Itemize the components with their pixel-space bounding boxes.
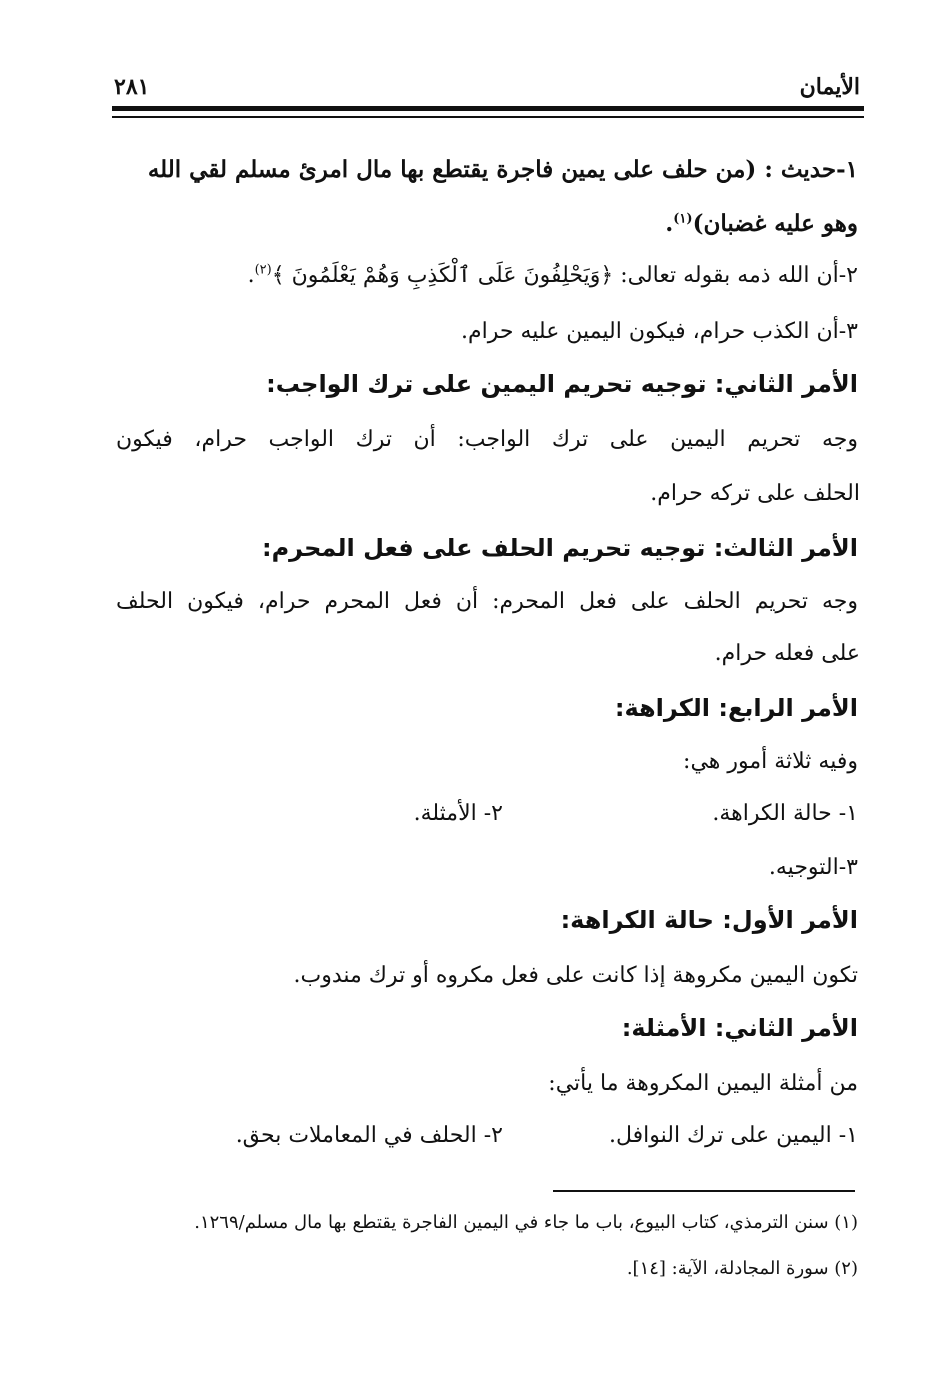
footnote-2: (٢) سورة المجادلة، الآية: [١٤]. <box>626 1258 858 1279</box>
list-fourth-item-1: ١- حالة الكراهة. <box>712 801 858 826</box>
para-second-line-2: الحلف على تركه حرام. <box>650 481 860 506</box>
para-first-matter: تكون اليمين مكروهة إذا كانت على فعل مكروه أو ترك مندوب. <box>293 963 858 988</box>
heading-examples: الأمر الثاني: الأمثلة: <box>621 1014 858 1042</box>
heading-fourth-matter: الأمر الرابع: الكراهة: <box>614 694 858 722</box>
item-2-end-punct: . <box>247 263 255 288</box>
item-3-line: ٣-أن الكذب حرام، فيكون اليمين عليه حرام. <box>461 319 858 344</box>
para-second-line-1: وجه تحريم اليمين على ترك الواجب: أن ترك الواجب حرام، فيكون <box>116 427 858 452</box>
main-text <box>116 0 858 1377</box>
footnote-ref-2[interactable]: (٢) <box>254 262 272 278</box>
list-fourth-item-3: ٣-التوجيه. <box>768 855 858 880</box>
item-2-text: ٢-أن الله ذمه بقوله تعالى: ﴿وَيَحْلِفُونَ عَلَى ٱلْكَذِبِ وَهُمْ يَعْلَمُونَ ﴾ <box>271 263 858 288</box>
page-number: ٢٨١ <box>114 74 150 100</box>
hadith-text-1: ١-حديث : (من حلف على يمين فاجرة يقتطع بها مال امرئ مسلم لقي الله <box>147 156 858 183</box>
hadith-line-1 <box>148 156 858 184</box>
hadith-text-2: وهو عليه غضبان) <box>692 210 858 237</box>
hadith-end-punct: . <box>665 210 674 237</box>
intro-examples: من أمثلة اليمين المكروهة ما يأتي: <box>548 1071 858 1096</box>
example-item-2: ٢- الحلف في المعاملات بحق. <box>235 1123 503 1148</box>
footnote-separator <box>553 1190 855 1192</box>
para-third-line-2: على فعله حرام. <box>714 641 860 666</box>
para-third-line-1: وجه تحريم الحلف على فعل المحرم: أن فعل المحرم حرام، فيكون الحلف <box>116 589 858 614</box>
footnote-1: (١) سنن الترمذي، كتاب البيوع، باب ما جاء في اليمين الفاجرة يقتطع بها مال مسلم/١٢٦٩. <box>194 1212 858 1233</box>
heading-second-matter: الأمر الثاني: توجيه تحريم اليمين على ترك الواجب: <box>266 370 858 398</box>
item-2-line <box>248 262 858 290</box>
heading-first-matter: الأمر الأول: حالة الكراهة: <box>560 906 858 934</box>
heading-third-matter: الأمر الثالث: توجيه تحريم الحلف على فعل المحرم: <box>261 534 858 562</box>
footnote-ref-1[interactable]: (١) <box>673 211 693 227</box>
running-header-title: الأيمان <box>799 74 860 100</box>
example-item-1: ١- اليمين على ترك النوافل. <box>608 1123 858 1148</box>
hadith-line-2 <box>665 210 858 238</box>
list-fourth-item-2: ٢- الأمثلة. <box>413 801 503 826</box>
intro-fourth-matter: وفيه ثلاثة أمور هي: <box>683 749 858 774</box>
